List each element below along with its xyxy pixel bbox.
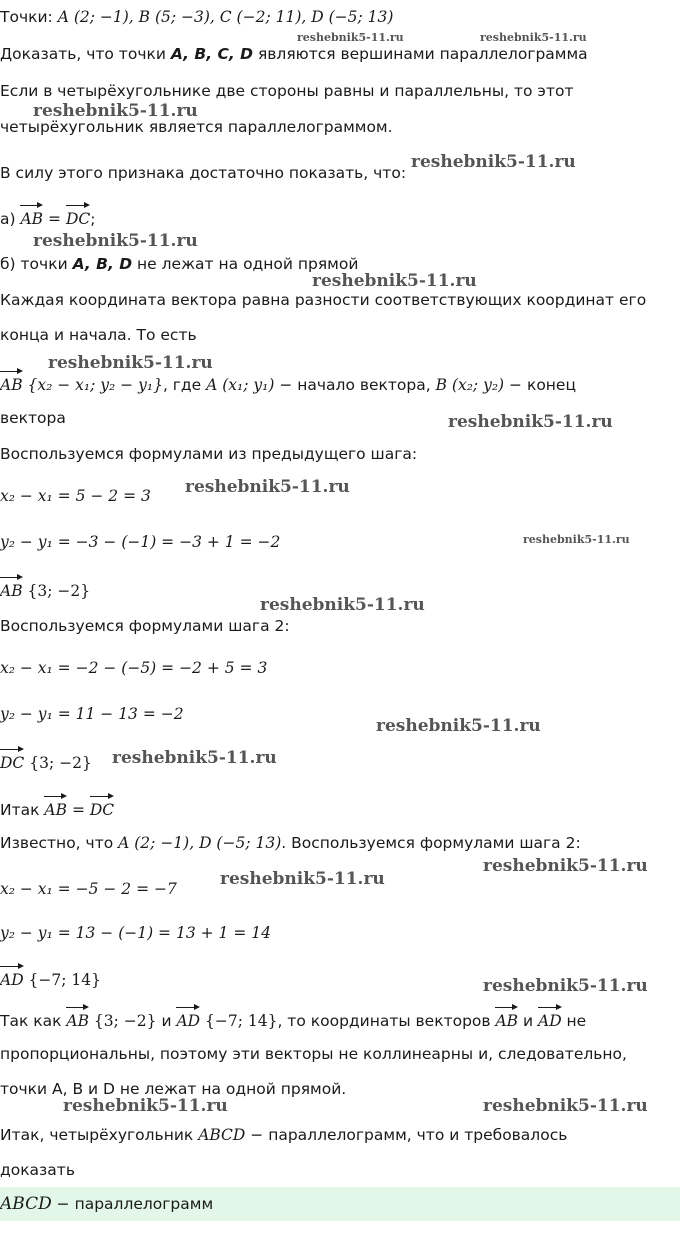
watermark: reshebnik5-11.ru xyxy=(411,152,576,172)
watermark: reshebnik5-11.ru xyxy=(483,1096,648,1116)
vector-ab-so: AB xyxy=(44,795,67,821)
watermark: reshebnik5-11.ru xyxy=(297,31,404,44)
known-line xyxy=(0,832,581,854)
since-and: и xyxy=(156,1012,177,1030)
sufficient-line: В силу этого признака достаточно показать, что: xyxy=(0,164,407,182)
points-label: Точки: xyxy=(0,8,53,26)
vector-dc: DC xyxy=(66,204,90,230)
vector-def-tail: − конец xyxy=(504,376,577,394)
vector-ab-def: AB xyxy=(0,370,23,396)
vector-def-start: A (x₁; y₁) xyxy=(206,376,275,394)
watermark: reshebnik5-11.ru xyxy=(448,412,613,432)
vector-ab: AB xyxy=(20,204,43,230)
since-vector-ad: AD xyxy=(176,1006,200,1032)
statement-line xyxy=(0,43,588,65)
points-math: A (2; −1), B (5; −3), C (−2; 11), D (−5; 13) xyxy=(57,8,394,26)
vector-def-end: B (x₂; y₂) xyxy=(435,376,505,394)
statement-pre: Доказать, что точки xyxy=(0,45,171,63)
watermark: reshebnik5-11.ru xyxy=(63,1096,228,1116)
step-ab-y: y₂ − y₁ = −3 − (−1) = −3 + 1 = −2 xyxy=(0,533,281,551)
criterion-line-1: Если в четырёхугольнике две стороны равны и параллельны, то этот xyxy=(0,82,574,100)
step-dc-coords: {3; −2} xyxy=(24,754,92,772)
known-math: A (2; −1), D (−5; 13) xyxy=(118,834,282,852)
known-pre: Известно, что xyxy=(0,834,119,852)
watermark: reshebnik5-11.ru xyxy=(48,353,213,373)
vector-ad-result: AD xyxy=(0,965,24,991)
answer-math: ABCD xyxy=(0,1194,52,1214)
step-ab-x: x₂ − x₁ = 5 − 2 = 3 xyxy=(0,487,151,505)
condition-a-label: а) xyxy=(0,210,16,228)
step-dc-result xyxy=(0,748,92,774)
watermark: reshebnik5-11.ru xyxy=(185,477,350,497)
step-dc-y: y₂ − y₁ = 11 − 13 = −2 xyxy=(0,705,184,723)
since-tail: не xyxy=(561,1012,587,1030)
watermark: reshebnik5-11.ru xyxy=(33,101,198,121)
step-dc-intro: Воспользуемся формулами шага 2: xyxy=(0,617,290,635)
watermark: reshebnik5-11.ru xyxy=(312,271,477,291)
since-coords-ad: {−7; 14} xyxy=(200,1012,278,1030)
step-ab-result xyxy=(0,576,90,602)
since-vector-ad-2: AD xyxy=(538,1006,562,1032)
watermark: reshebnik5-11.ru xyxy=(112,748,277,768)
since-vector-ab-2: AB xyxy=(495,1006,518,1032)
equals-sign: = xyxy=(48,210,62,228)
condition-b-points: A, B, D xyxy=(72,255,133,273)
so-line xyxy=(0,795,114,821)
coord-rule-line-2: конца и начала. То есть xyxy=(0,326,197,344)
since-mid: , то координаты векторов xyxy=(277,1012,496,1030)
coord-rule-line-1: Каждая координата вектора равна разности соответствующих координат его xyxy=(0,291,647,309)
watermark: reshebnik5-11.ru xyxy=(220,869,385,889)
since-pre: Так как xyxy=(0,1012,67,1030)
step-dc-x: x₂ − x₁ = −2 − (−5) = −2 + 5 = 3 xyxy=(0,659,268,677)
step-ad-x: x₂ − x₁ = −5 − 2 = −7 xyxy=(0,880,177,898)
condition-a xyxy=(0,204,95,230)
watermark: reshebnik5-11.ru xyxy=(376,716,541,736)
criterion-line-2: четырёхугольник является параллелограммом. xyxy=(0,118,393,136)
since-line-3: точки A, B и D не лежат на одной прямой. xyxy=(0,1080,347,1098)
since-vector-ab: AB xyxy=(66,1006,89,1032)
since-line-1 xyxy=(0,1006,586,1032)
conclusion-post: − параллелограмм, что и требовалось xyxy=(245,1126,568,1144)
vector-def-text: , где xyxy=(162,376,207,394)
conclusion-line-1 xyxy=(0,1124,567,1146)
condition-b-pre: б) точки xyxy=(0,255,73,273)
vector-def-mid: − начало вектора, xyxy=(274,376,436,394)
watermark: reshebnik5-11.ru xyxy=(483,976,648,996)
watermark: reshebnik5-11.ru xyxy=(480,31,587,44)
statement-points: A, B, C, D xyxy=(170,45,254,63)
since-and-2: и xyxy=(518,1012,538,1030)
watermark: reshebnik5-11.ru xyxy=(483,856,648,876)
step-ad-coords: {−7; 14} xyxy=(23,971,101,989)
watermark: reshebnik5-11.ru xyxy=(523,533,630,546)
points-line xyxy=(0,6,393,28)
conclusion-math: ABCD xyxy=(198,1126,246,1144)
vector-dc-so: DC xyxy=(90,795,114,821)
conclusion-line-2: доказать xyxy=(0,1161,75,1179)
answer-text: − параллелограмм xyxy=(51,1195,214,1213)
so-equals: = xyxy=(67,801,90,819)
watermark: reshebnik5-11.ru xyxy=(260,595,425,615)
answer-line xyxy=(0,1193,213,1215)
known-post: . Воспользуемся формулами шага 2: xyxy=(281,834,581,852)
vector-ab-result: AB xyxy=(0,576,23,602)
since-coords-ab: {3; −2} xyxy=(89,1012,157,1030)
vector-def-line xyxy=(0,370,576,396)
step-ab-intro: Воспользуемся формулами из предыдущего шага: xyxy=(0,445,418,463)
semicolon: ; xyxy=(90,210,96,228)
watermark: reshebnik5-11.ru xyxy=(33,231,198,251)
statement-post: являются вершинами параллелограмма xyxy=(253,45,588,63)
step-ad-y: y₂ − y₁ = 13 − (−1) = 13 + 1 = 14 xyxy=(0,924,271,942)
condition-b-post: не лежат на одной прямой xyxy=(132,255,359,273)
step-ad-result xyxy=(0,965,101,991)
vector-dc-result: DC xyxy=(0,748,24,774)
conclusion-pre: Итак, четырёхугольник xyxy=(0,1126,199,1144)
so-label: Итак xyxy=(0,801,45,819)
vector-def-line-2: вектора xyxy=(0,409,66,427)
vector-def-coords: {x₂ − x₁; y₂ − y₁} xyxy=(22,376,163,394)
since-line-2: пропорциональны, поэтому эти векторы не коллинеарны и, следовательно, xyxy=(0,1045,627,1063)
condition-b xyxy=(0,253,358,275)
step-ab-coords: {3; −2} xyxy=(22,582,91,600)
